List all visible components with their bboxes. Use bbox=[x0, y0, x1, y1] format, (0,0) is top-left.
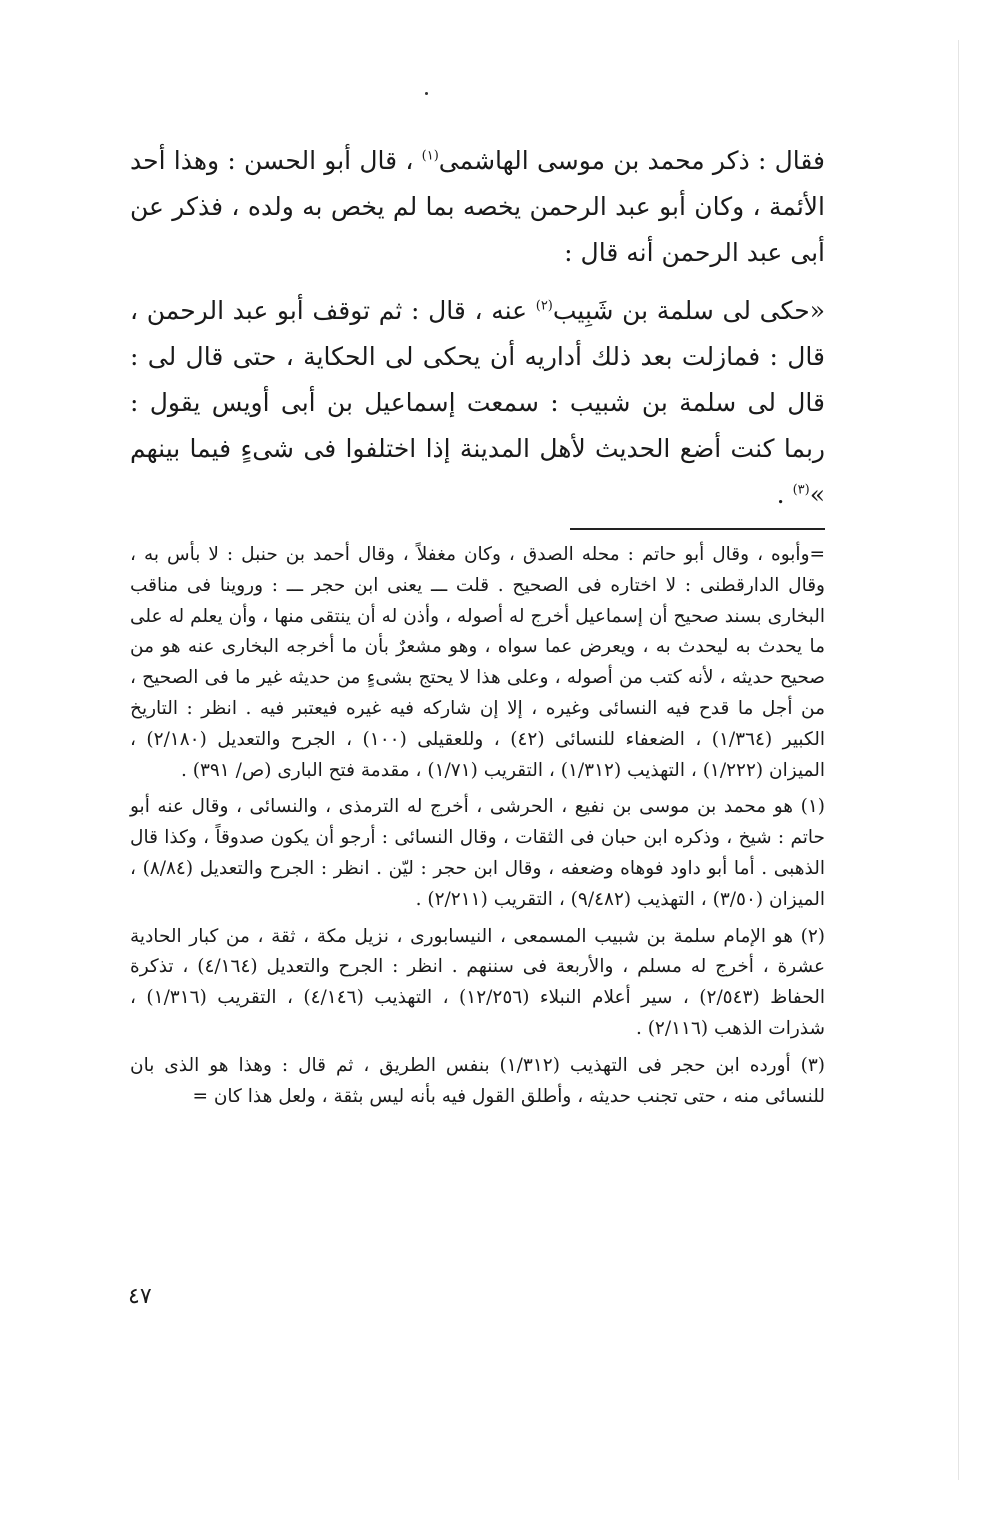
footnote-2: (٢) هو الإمام سلمة بن شبيب المسمعى ، النيسابورى ، نزيل مكة ، ثقة ، من كبار الحادية عشرة ، أخرج له مسلم ، والأربعة فى سننهم . انظر : الجرح والتعديل (٤/١٦٤) ، تذكرة الحفاظ (٢/٥٤٣) ، سير أعلام النبلاء (١٢/٢٥٦) ، التهذيب (٤/١٤٦) ، التقريب (١/٣١٦) ، شذرات الذهب (٢/١١٦) . bbox=[130, 925, 825, 1039]
scan-edge-line bbox=[958, 40, 959, 1480]
top-ornament-dot bbox=[425, 92, 428, 95]
page-number: ٤٧ bbox=[128, 1284, 152, 1309]
footnote-3: (٣) أورده ابن حجر فى التهذيب (١/٣١٢) بنفس الطريق ، ثم قال : وهذا هو الذى بان للنسائى منه ، حتى تجنب حديثه ، وأطلق القول فيه بأنه ليس بثقة ، ولعل هذا كان = bbox=[130, 1054, 825, 1107]
footnote-continued: =وأبوه ، وقال أبو حاتم : محله الصدق ، وكان مغفلاً ، وقال أحمد بن حنبل : لا بأس به ، وقال الدارقطنى : لا اختاره فى الصحيح . قلت ـــ يعنى ابن حجر ـــ : وروينا فى مناقب البخارى بسند صحيح أن إسماعيل أخرج له أصوله ، وأذن له أن ينتقى منها ، وأن يعلم له على ما يحدث به ليحدث به ، ويعرض عما سواه ، وهو مشعرٌ بأن ما أخرجه البخارى عنه هو من صحيح حديثه ، لأنه كتب من أصوله ، وعلى هذا لا يحتج بشىءٍ من حديثه غير ما فى الصحيح ، من أجل ما قدح فيه النسائى وغيره ، إلا إن شاركه فيه غيره فيعتبر فيه . انظر : التاريخ الكبير (١/٣٦٤) ، الضعفاء للنسائى (٤٢) ، وللعقيلى (١٠٠) ، الجرح والتعديل (٢/١٨٠) ، الميزان (١/٢٢٢) ، التهذيب (١/٣١٢) ، التقريب (١/٧١) ، مقدمة فتح البارى (ص/ ٣٩١) . bbox=[130, 544, 826, 781]
footnotes bbox=[130, 540, 825, 1112]
footnote-ref-3: (٣) bbox=[792, 482, 810, 498]
main-paragraph-2: «حكى لى سلمة بن شَبِيب$^{(٢)}$ عنه ، قال : ثم توقف أبو عبد الرحمن ، قال : فمازلت بعد ذلك أداريه أن يحكى لى الحكاية ، حتى قال لى : قال لى سلمة بن شبيب : سمعت إسماعيل بن أبى أويس يقول : ربما كنت أضع الحديث لأهل المدينة إذا اختلفوا فى شىءٍ فيما بينهم »$^{(٣)}$ . bbox=[130, 296, 826, 509]
main-paragraph-1: فقال : ذكر محمد بن موسى الهاشمى$^{(١)}$ ، قال أبو الحسن : وهذا أحد الأئمة ، وكان أبو عبد الرحمن يخصه بما لم يخص به ولده ، فذكر عن أبى عبد الرحمن أنه قال : bbox=[130, 146, 825, 267]
footnote-ref-2: (٢) bbox=[535, 298, 553, 314]
footnote-separator bbox=[570, 528, 825, 530]
footnote-ref-1: (١) bbox=[421, 148, 439, 164]
main-text bbox=[130, 138, 825, 518]
footnote-1: (١) هو محمد بن موسى بن نفيع ، الحرشى ، أخرج له الترمذى ، والنسائى ، وقال عنه أبو حاتم : شيخ ، وذكره ابن حبان فى الثقات ، وقال النسائى : أرجو أن يكون صدوقاً ، وكذا قال الذهبى . أما أبو داود فوهاه وضعفه ، وقال ابن حجر : ليّن . انظر : الجرح والتعديل (٨/٨٤) ، الميزان (٣/٥٠) ، التهذيب (٩/٤٨٢) ، التقريب (٢/٢١١) . bbox=[130, 796, 825, 910]
